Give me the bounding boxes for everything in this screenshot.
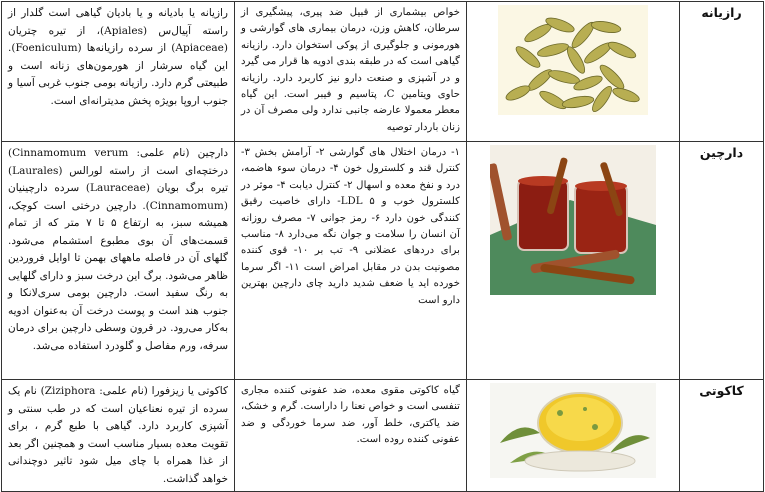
herb-properties-cell: گیاه کاکوتی مقوی معده، ضد عفونی کننده مجاری تنفسی است و خواص نعنا را داراست. گرم و خشک، ضد یاکتری، خلط آور، ضد سرما خوردگی و ضد عفونی کننده روده است. [235,380,467,492]
herb-name-cell: رازیانه [680,2,764,142]
table-row [2,142,764,380]
table-row [2,380,764,492]
herb-description-cell: دارچین (نام علمی: Cinnamomum verum) درختچه‌ای است از راسته لورالس (Laurales) تیره برگ بویان (Lauraceae) سرده دارچینیان (Cinnamomum). دارچین درختی است کوچک، همیشه سبز، به ارتفاع ۵ تا ۷ متر که از تمام قسمت‌های آن بوی مطبوع استشمام می‌شود. گلهای آن در فاصله ماههای بهمن تا اوایل فروردین ظاهر می‌شود. برگ این درخت سبز و دارای گلهایی به رنگ سفید است. دارچین بومی سری‌لانکا و جنوب هند است و پوست درخت آن به‌عنوان ادویه به‌کار می‌رود. در قرون وسطی دارچین برای درمان سرفه، ورم مفاصل و گلودرد استفاده می‌شد. [2,142,235,380]
fennel-seeds-image [498,5,648,115]
herb-image-cell [467,2,680,142]
herb-description-cell: کاکوتی یا زیزفورا (نام علمی: Ziziphora) نام یک سرده از تیره نعناعیان است که در طب سنتی و آشپزی کاربرد دارد. گیاهی با طبع گرم ، برای تقویت معده بسیار مناسب است و همچنین اگر بعد از غذا همراه با چای میل شود تاثیر دوچندانی خواهد گذاشت. [2,380,235,492]
herb-name-cell: دارچین [680,142,764,380]
cinnamon-tea-image [490,145,656,295]
herb-image-cell [467,380,680,492]
herbs-table [1,1,764,492]
herb-name-cell: کاکوتی [680,380,764,492]
kakuti-tea-image [490,383,656,478]
herb-description-cell: رازیانه یا بادیانه و یا بادیان گیاهی است گلدار از راسته آپیال‌س (Apiales)، از تیره چتریان (Apiaceae) از سرده رازیانه‌ها (Foeniculum). این گیاه سرشار از هورمون‌های زنانه است و طبیعتی گرم دارد. رازیانه بومی جنوب غربی آسیا و جنوب اروپا بویژه پخش مدیترانه‌ای است. [2,2,235,142]
table-row [2,2,764,142]
herb-image-cell [467,142,680,380]
herb-properties-cell: خواص بیشماری از قبیل ضد پیری، پیشگیری از سرطان، کاهش وزن، درمان بیماری های گوارشی و هورمونی و جلوگیری از پوکی استخوان دارد. رازیانه گیاهی است که در طبقه بندی ادویه ها قرار می گیرد و در آشپزی و صنعت دارو نیز کاربرد دارد. رازیانه حاوی ویتامین C، پتاسیم و فیبر است. این گیاه معطر معمولا عارضه جانبی ندارد ولی مصرف آن در زنان باردار توصیه [235,2,467,142]
herb-properties-cell: ۱- درمان اختلال های گوارشی ۲- آرامش بخش ۳- کنترل قند و کلسترول خون ۴- درمان سوء هاضمه، درد و نفخ معده و اسهال ۲- کنترل دیابت ۴- موثر در کلسترول خوب و LDL ۵- دارای خاصیت رقیق کنندگی خون دارد ۶- رمز جوانی ۷- مصرف روزانه آن انسان را سلامت و جوان نگه می‌دارد ۸- مناسب برای دردهای عضلانی ۹- تب بر ۱۰- قوی کننده مصونیت بدن در مقابل امراض است ۱۱- اگر سرما خورده اید یا ضعف شدید دارید چای دارچین بهترین دارو است [235,142,467,380]
